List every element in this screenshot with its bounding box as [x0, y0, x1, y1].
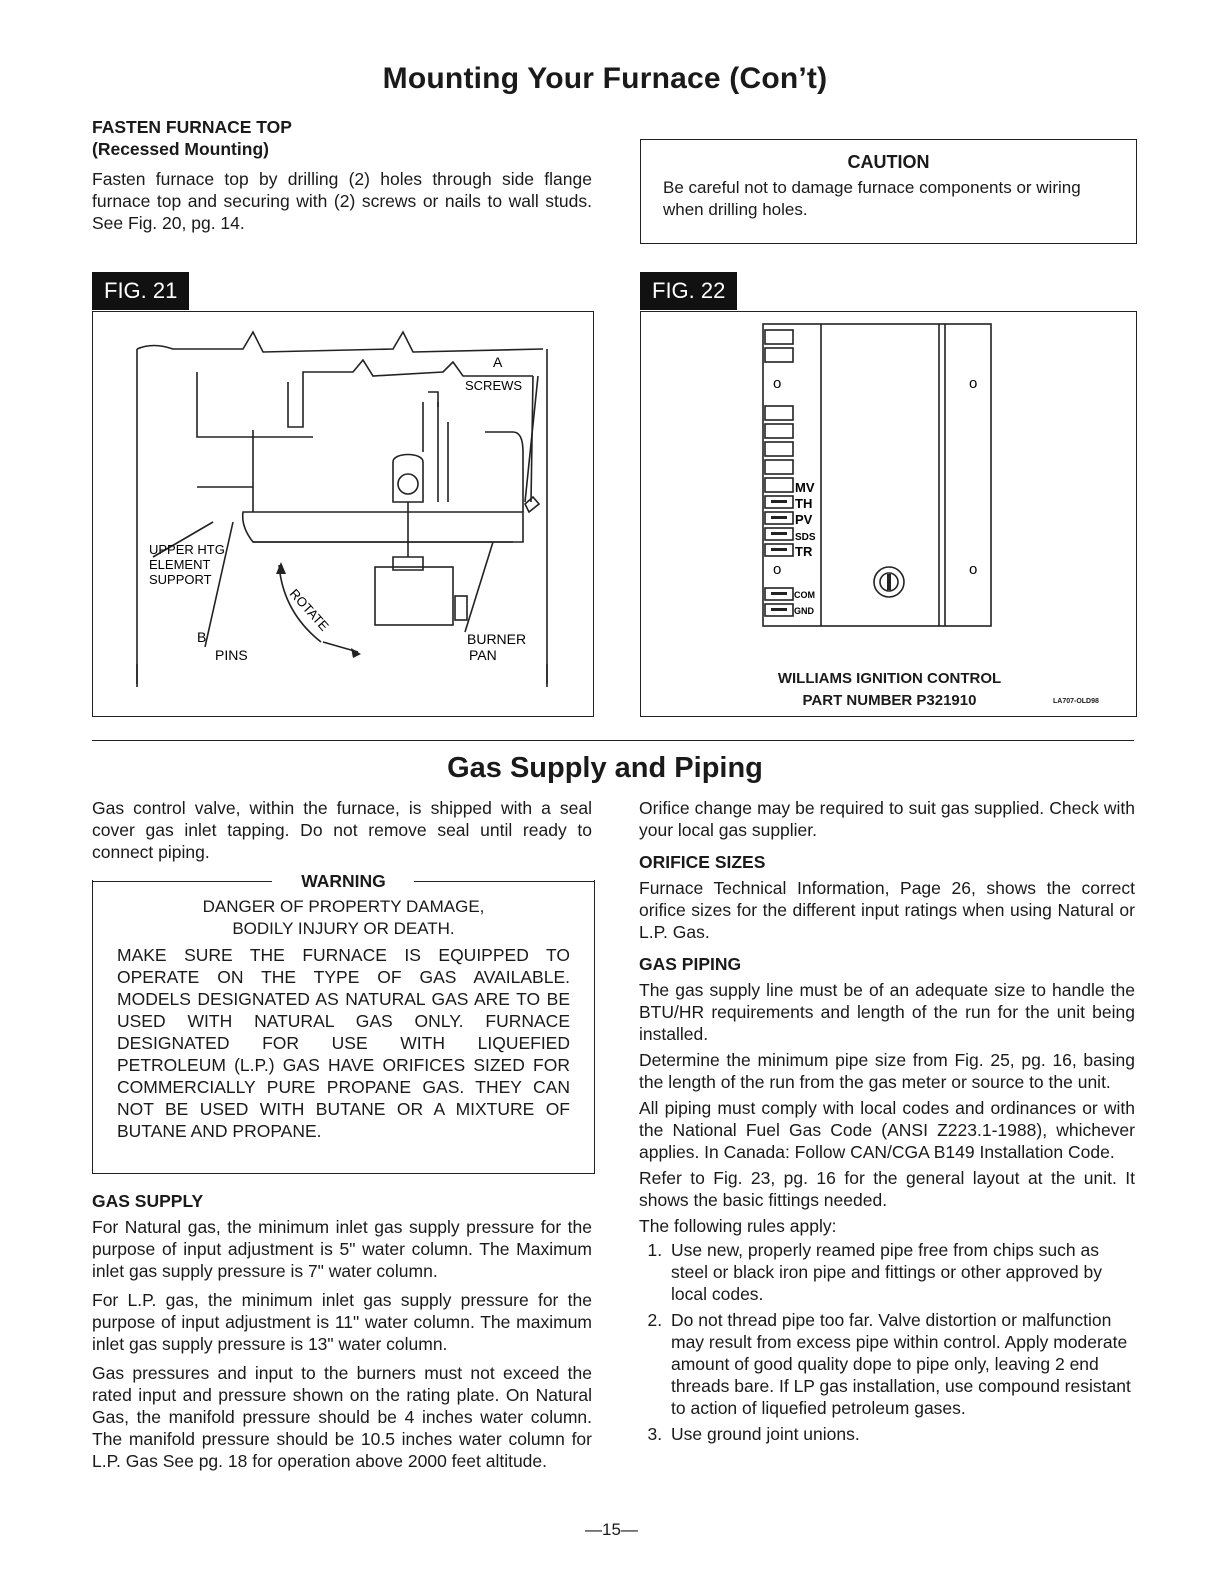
fig22-caption2: PART NUMBER P321910: [802, 692, 977, 709]
warning-line2: BODILY INJURY OR DEATH.: [232, 919, 455, 938]
piping-p4: Refer to Fig. 23, pg. 16 for the general layout at the unit. It shows the basic fittings needed.: [639, 1168, 1135, 1210]
list-item: 3. Use ground joint unions.: [667, 1423, 1135, 1445]
caution-box: [640, 139, 1137, 244]
section-divider: [92, 740, 1134, 741]
fig22-diagram: [641, 312, 1135, 637]
fasten-section: [92, 116, 592, 234]
gas-supply-section: [92, 1190, 592, 1472]
fig22-hole-bl: o: [773, 561, 782, 578]
fig21-diagram: [93, 312, 592, 715]
fig22-hole-br: o: [969, 561, 978, 578]
piping-p5: The following rules apply:: [639, 1216, 837, 1236]
fig21-label-b: B: [197, 629, 207, 645]
fig22-terminal: TR: [795, 544, 813, 559]
caution-body: Be careful not to damage furnace components or wiring when drilling holes.: [663, 178, 1081, 219]
fig21-label-pan: PAN: [469, 647, 497, 663]
fig21-label-upper2: ELEMENT: [149, 557, 211, 572]
fasten-subheading: (Recessed Mounting): [92, 139, 269, 159]
warning-heading: WARNING: [301, 871, 386, 891]
fig21-label-screws: SCREWS: [465, 378, 523, 393]
gas-supply-p3: Gas pressures and input to the burners must not exceed the rated input and pressure shown on the rating plate. On Natural Gas, the manifold pressure should be 4 inches water column. The manifold pressure should be 10.5 inches water column for L.P. Gas See pg. 18 for operation above 2000 feet altitude.: [92, 1363, 592, 1471]
fig21-frame: [92, 311, 594, 717]
caution-heading: CAUTION: [847, 152, 930, 172]
fasten-body: Fasten furnace top by drilling (2) holes through side flange furnace top and securing with (2) screws or nails to wall studs. See Fig. 20, pg. 14.: [92, 169, 592, 233]
gas-supply-heading: GAS SUPPLY: [92, 1191, 204, 1211]
fig22-terminal-lower: COM: [794, 590, 815, 600]
gas-supply-p2: For L.P. gas, the minimum inlet gas supply pressure for the purpose of input adjustment is 11" water column. The maximum inlet gas supply pressure is 13" water column.: [92, 1290, 592, 1354]
warning-box: [92, 880, 595, 1174]
orifice-intro: Orifice change may be required to suit gas supplied. Check with your local gas supplier.: [639, 798, 1135, 840]
fig22-hole-tl: o: [773, 375, 782, 392]
fig22-terminal: PV: [795, 512, 813, 527]
orifice-heading: ORIFICE SIZES: [639, 852, 766, 872]
fig21-tag: FIG. 21: [92, 272, 189, 310]
warning-body: MAKE SURE THE FURNACE IS EQUIPPED TO OPERATE ON THE TYPE OF GAS AVAILABLE. MODELS DESIGNATED AS NATURAL GAS ARE TO BE USED WITH NATURAL GAS ONLY. FURNACE DESIGNATED FOR USE WITH LIQUEFIED PETROLEUM (L.P.) GAS HAVE ORIFICES SIZED FOR COMMERCIALLY PURE PROPANE GAS. THEY CAN NOT BE USED WITH BUTANE OR A MIXTURE OF BUTANE AND PROPANE.: [117, 945, 570, 1141]
left-column-intro: [92, 797, 592, 863]
fig22-terminal: TH: [795, 496, 813, 511]
piping-p2: Determine the minimum pipe size from Fig. 25, pg. 16, basing the length of the run from the gas meter or source to the unit.: [639, 1050, 1135, 1092]
fig21-label-a: A: [493, 354, 503, 370]
fig21-label-rotate: ROTATE: [286, 585, 332, 634]
warning-line1: DANGER OF PROPERTY DAMAGE,: [202, 897, 485, 916]
fig21-label-burner: BURNER: [467, 631, 527, 647]
fig22-code: LA707-OLD98: [1053, 698, 1099, 705]
rules-list: [639, 1239, 1135, 1445]
fig22-terminal-lower: GND: [794, 606, 814, 616]
orifice-body: Furnace Technical Information, Page 26, shows the correct orifice sizes for the different input ratings when using Natural or L.P. Gas.: [639, 878, 1135, 942]
right-column: [639, 797, 1135, 1449]
fig22-terminal: SDS: [795, 532, 816, 543]
piping-p3: All piping must comply with local codes and ordinances or with the National Fuel Gas Code (ANSI Z223.1-1988), whichever applies. In Canada: Follow CAN/CGA B149 Installation Code.: [639, 1098, 1135, 1162]
gas-section-title: Gas Supply and Piping: [447, 752, 763, 784]
fig21-label-upper3: SUPPORT: [149, 572, 212, 587]
fig21-label-upper1: UPPER HTG: [149, 542, 225, 557]
fig22-frame: [640, 311, 1137, 717]
fig22-tag: FIG. 22: [640, 272, 737, 310]
fig22-terminal: MV: [795, 480, 815, 495]
gas-supply-p1: For Natural gas, the minimum inlet gas supply pressure for the purpose of input adjustment is 5" water column. The Maximum inlet gas supply pressure is 7" water column.: [92, 1217, 592, 1281]
list-item: 1. Use new, properly reamed pipe free from chips such as steel or black iron pipe and fittings or other approved by local codes.: [667, 1239, 1135, 1305]
fig21-label-pins: PINS: [215, 647, 248, 663]
fasten-heading: FASTEN FURNACE TOP: [92, 117, 292, 137]
page-title: Mounting Your Furnace (Con’t): [382, 62, 828, 95]
gas-intro: Gas control valve, within the furnace, is shipped with a seal cover gas inlet tapping. Do not remove seal until ready to connect piping.: [92, 798, 592, 862]
piping-heading: GAS PIPING: [639, 954, 742, 974]
page-number: —15—: [585, 1520, 638, 1539]
list-item: 2. Do not thread pipe too far. Valve distortion or malfunction may result from excess pipe within control. Apply moderate amount of good quality dope to pipe only, leaving 2 end threads bare. If LP gas installation, use compound resistant to action of liquefied petroleum gases.: [667, 1309, 1135, 1419]
piping-p1: The gas supply line must be of an adequate size to handle the BTU/HR requirements and length of the run for the unit being installed.: [639, 980, 1135, 1044]
fig22-hole-tr: o: [969, 375, 978, 392]
fig22-caption1: WILLIAMS IGNITION CONTROL: [777, 670, 1002, 687]
